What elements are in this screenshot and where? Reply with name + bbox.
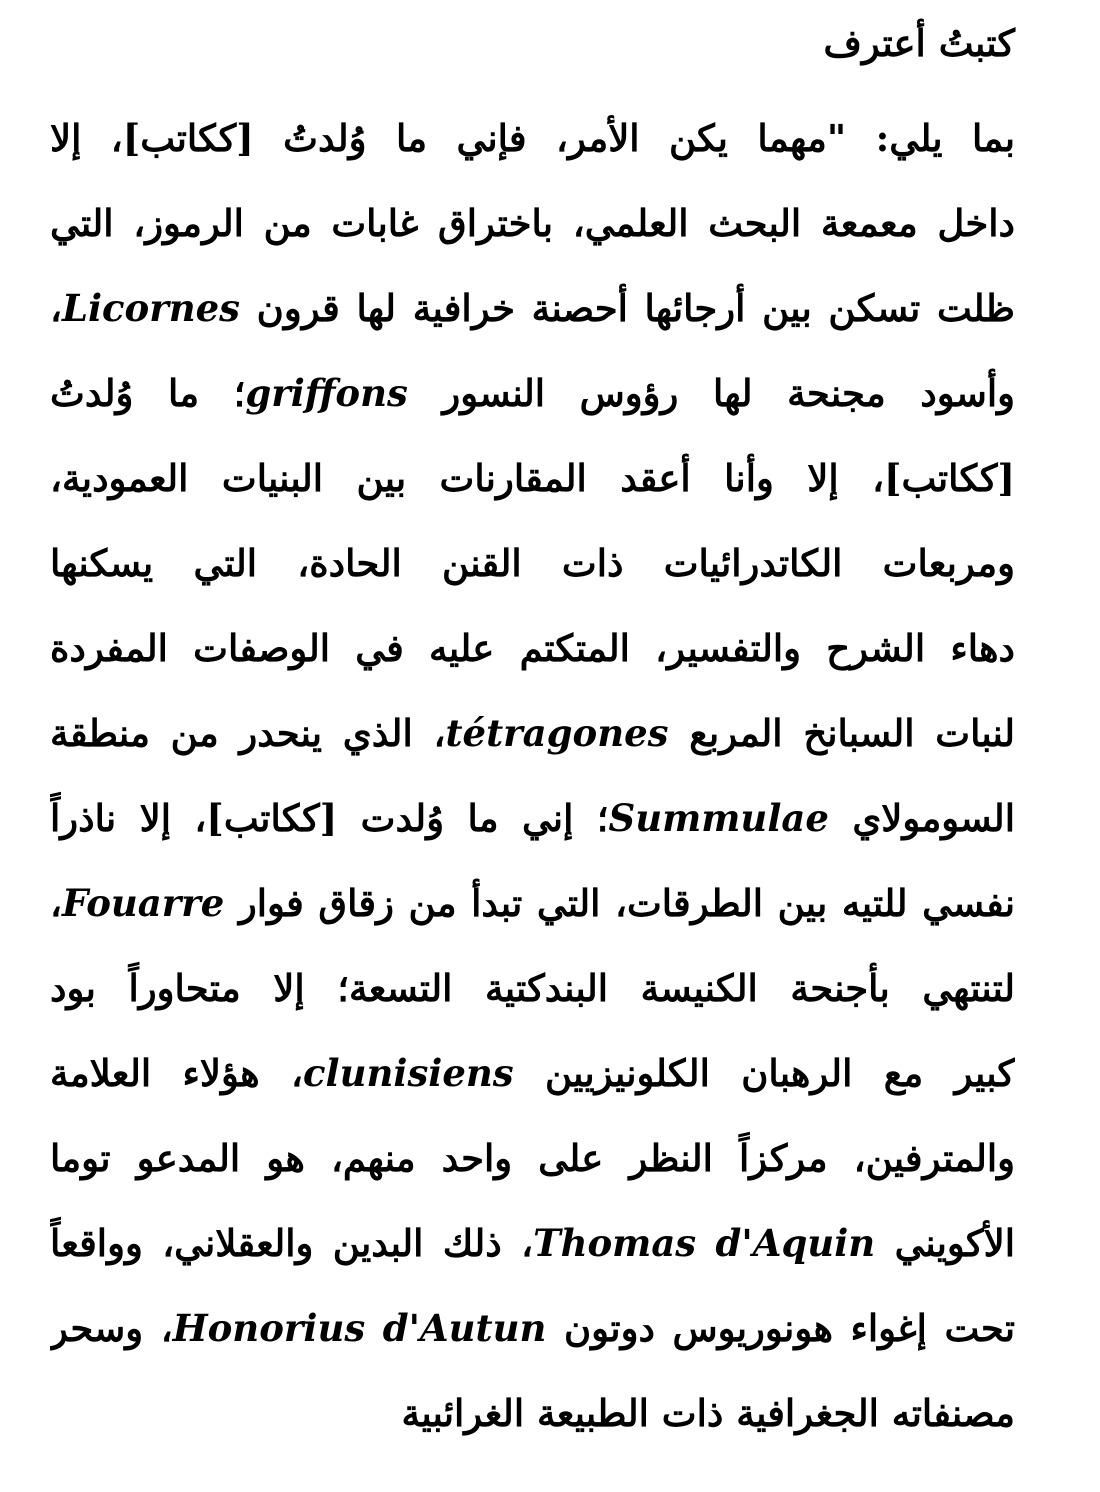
text-line: نفسي للتيه بين الطرقات، التي تبدأ من زقاق فوار Fouarre، <box>50 881 1015 925</box>
text-line: ومربعات الكاتدرائيات ذات القنن الحادة، التي يسكنها <box>50 541 1015 585</box>
latin-term: Fouarre <box>61 881 225 925</box>
latin-term: tétragones <box>445 711 669 755</box>
text-line: وأسود مجنحة لها رؤوس النسور griffons؛ ما وُلدتُ <box>50 371 1015 415</box>
latin-term: Honorius d'Autun <box>172 1306 547 1350</box>
text-line: لنبات السبانخ المربع tétragones، الذي ينحدر من منطقة <box>50 711 1015 755</box>
text-line: لتنتهي بأجنحة الكنيسة البندكتية التسعة؛ إلا متحاوراً بود <box>50 966 1015 1010</box>
paragraph <box>50 96 1015 1456</box>
text-line: الأكويني Thomas d'Aquin، ذلك البدين والعقلاني، وواقعاً <box>50 1221 1015 1265</box>
opening-line: كتبتُ أعترف <box>823 21 1015 65</box>
text-line: داخل معمعة البحث العلمي، باختراق غابات من الرموز، التي <box>50 201 1015 245</box>
text-line: السومولاي Summulae؛ إني ما وُلدت [ككاتب]، إلا ناذراً <box>50 796 1015 840</box>
latin-term: clunisiens <box>303 1051 514 1095</box>
text-line: والمترفين، مركزاً النظر على واحد منهم، هو المدعو توما <box>50 1136 1015 1180</box>
text-line: دهاء الشرح والتفسير، المتكتم عليه في الوصفات المفردة <box>50 626 1015 670</box>
latin-term: griffons <box>245 371 408 415</box>
text-line: كبير مع الرهبان الكلونيزيين clunisiens، هؤلاء العلامة <box>50 1051 1015 1095</box>
latin-term: Licornes <box>61 286 240 330</box>
text-line: ظلت تسكن بين أرجائها أحصنة خرافية لها قرون Licornes، <box>50 286 1015 330</box>
text-line: مصنفاته الجغرافية ذات الطبيعة الغرائبية <box>401 1391 1015 1435</box>
latin-term: Thomas d'Aquin <box>533 1221 876 1265</box>
text-line: بما يلي: "مهما يكن الأمر، فإني ما وُلدتُ [ككاتب]، إلا <box>50 116 1015 160</box>
text-line: [ككاتب]، إلا وأنا أعقد المقارنات بين البنيات العمودية، <box>50 456 1015 500</box>
text-line: تحت إغواء هونوريوس دوتون Honorius d'Autun، وسحر <box>50 1306 1015 1350</box>
latin-term: Summulae <box>608 796 829 840</box>
